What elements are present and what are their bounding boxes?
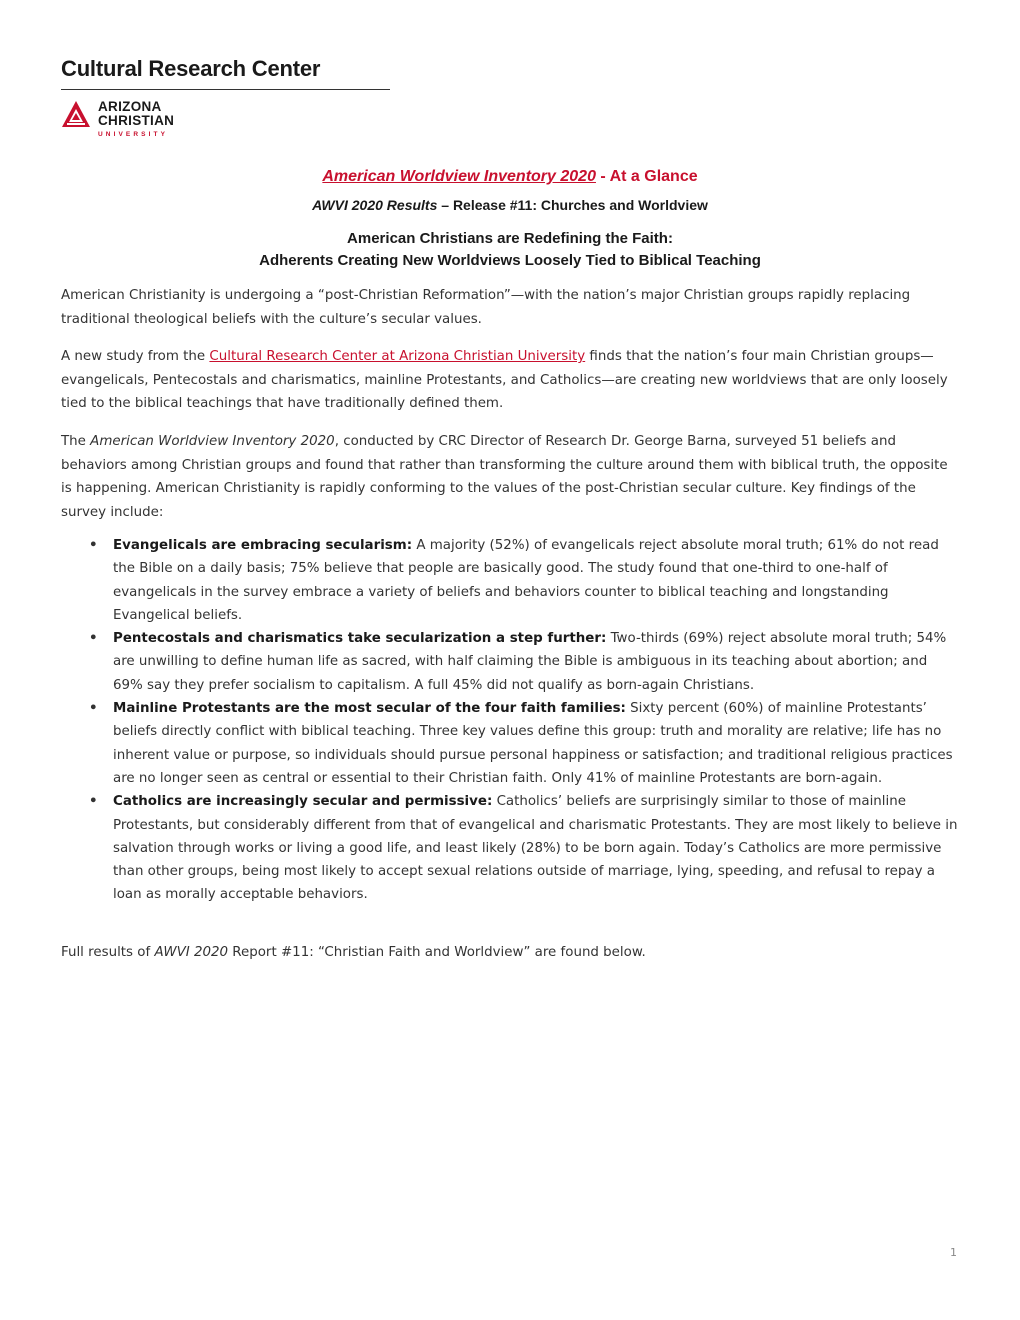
paragraph-inventory-rest: , conducted by CRC Director of Research Dr. George Barna, surveyed 51 beliefs and behaviors among Christian groups and found that rather than transforming the culture around them with biblical truth, the opposite is happening. American Christianity is rapidly conforming to the values of the post-Christian secular culture. Key findings of the survey include: (61, 434, 948, 520)
key-findings-list (61, 534, 961, 907)
bullet-icon: • (89, 701, 98, 717)
paragraph-inventory-lead: The (61, 434, 91, 449)
finding-heading: Catholics are increasingly secular and permissive: (113, 794, 493, 810)
paragraph-closing (61, 941, 961, 965)
finding-heading: Mainline Protestants are the most secular of the four faith families: (113, 701, 626, 717)
acu-logo-wordmark (98, 100, 174, 138)
headline (0, 228, 1020, 272)
finding-text: Two-thirds (69%) reject absolute moral truth; 54% are unwilling to define human life as sacred, with half claiming the Bible is ambiguous in its teaching about abortion; and 69% say they prefer socialism to capitalism. A full 45% did not qualify as born-again Christians. (113, 631, 947, 693)
closing-italic: AWVI 2020 (154, 945, 229, 960)
headline-line-1: American Christians are Redefining the Faith: (347, 230, 673, 247)
finding-mainline (61, 697, 961, 790)
report-title (0, 168, 1020, 186)
finding-catholics (61, 790, 961, 906)
logo-line-arizona: ARIZONA (98, 99, 162, 114)
acu-logo-mark-icon (61, 100, 91, 128)
bullet-icon: • (89, 794, 98, 810)
paragraph-study-lead: A new study from the (61, 349, 210, 364)
paragraph-study-rest: finds that the nation’s four main Christian groups—evangelicals, Pentecostals and charismatics, mainline Protestants, and Catholics—are creating new worldviews that are only loosely tied to the biblical teachings that have traditionally defined them. (61, 349, 948, 411)
finding-text: A majority (52%) of evangelicals reject absolute moral truth; 61% do not read the Bible on a daily basis; 75% believe that people are basically good. The study found that one-third to one-half of evangelicals in the survey embrace a variety of beliefs and behaviors counter to biblical teaching and longstanding Evangelical beliefs. (113, 538, 939, 623)
bullet-icon: • (89, 631, 98, 647)
header-divider (61, 89, 390, 90)
bullet-icon: • (89, 538, 98, 553)
logo-line-university: UNIVERSITY (98, 131, 169, 138)
report-title-link[interactable]: American Worldview Inventory 2020 (322, 168, 596, 185)
closing-rest: Report #11: “Christian Faith and Worldview” are found below. (228, 945, 646, 960)
finding-heading: Evangelicals are embracing secularism: (113, 538, 413, 553)
finding-text: Sixty percent (60%) of mainline Protestants’ beliefs directly conflict with biblical teaching. Three key values define this group: truth and morality are relative; life has no inherent value or purpose, so individuals should pursue personal happiness or satisfaction; and traditional religious practices are no longer seen as central or essential to their Christian faith. Only 41% of mainline Protestants are born-again. (113, 701, 953, 786)
paragraph-intro: American Christianity is undergoing a “post-Christian Reformation”—with the nation’s major Christian groups rapidly replacing traditional theological beliefs with the culture’s secular values. (61, 288, 911, 327)
report-subtitle (0, 197, 1020, 213)
subtitle-italic: AWVI 2020 Results (312, 197, 438, 213)
finding-pentecostals (61, 627, 961, 697)
subtitle-rest: – Release #11: Churches and Worldview (437, 197, 708, 213)
paragraph-inventory-italic: American Worldview Inventory 2020 (90, 434, 335, 449)
paragraph-study (61, 345, 961, 416)
finding-evangelicals (61, 534, 961, 627)
crc-link[interactable]: Cultural Research Center at Arizona Christian University (209, 349, 586, 364)
paragraph-inventory (61, 430, 961, 524)
finding-heading: Pentecostals and charismatics take secularization a step further: (113, 631, 607, 647)
closing-lead: Full results of (61, 945, 155, 960)
header-title: Cultural Research Center (61, 56, 321, 81)
acu-logo (61, 100, 201, 144)
logo-line-christian: CHRISTIAN (98, 113, 175, 128)
finding-text: Catholics’ beliefs are surprisingly similar to those of mainline Protestants, but considerably different from that of evangelical and charismatic Protestants. They are most likely to believe in salvation through works or living a good life, and least likely (28%) to be born again. Today’s Catholics are more permissive than other groups, being most likely to accept sexual relations outside of marriage, lying, speeding, and refusal to repay a loan as morally acceptable behaviors. (113, 794, 958, 903)
page-number: 1 (950, 1246, 957, 1259)
report-title-suffix: - At a Glance (595, 168, 698, 185)
headline-line-2: Adherents Creating New Worldviews Loosely Tied to Biblical Teaching (259, 252, 761, 269)
